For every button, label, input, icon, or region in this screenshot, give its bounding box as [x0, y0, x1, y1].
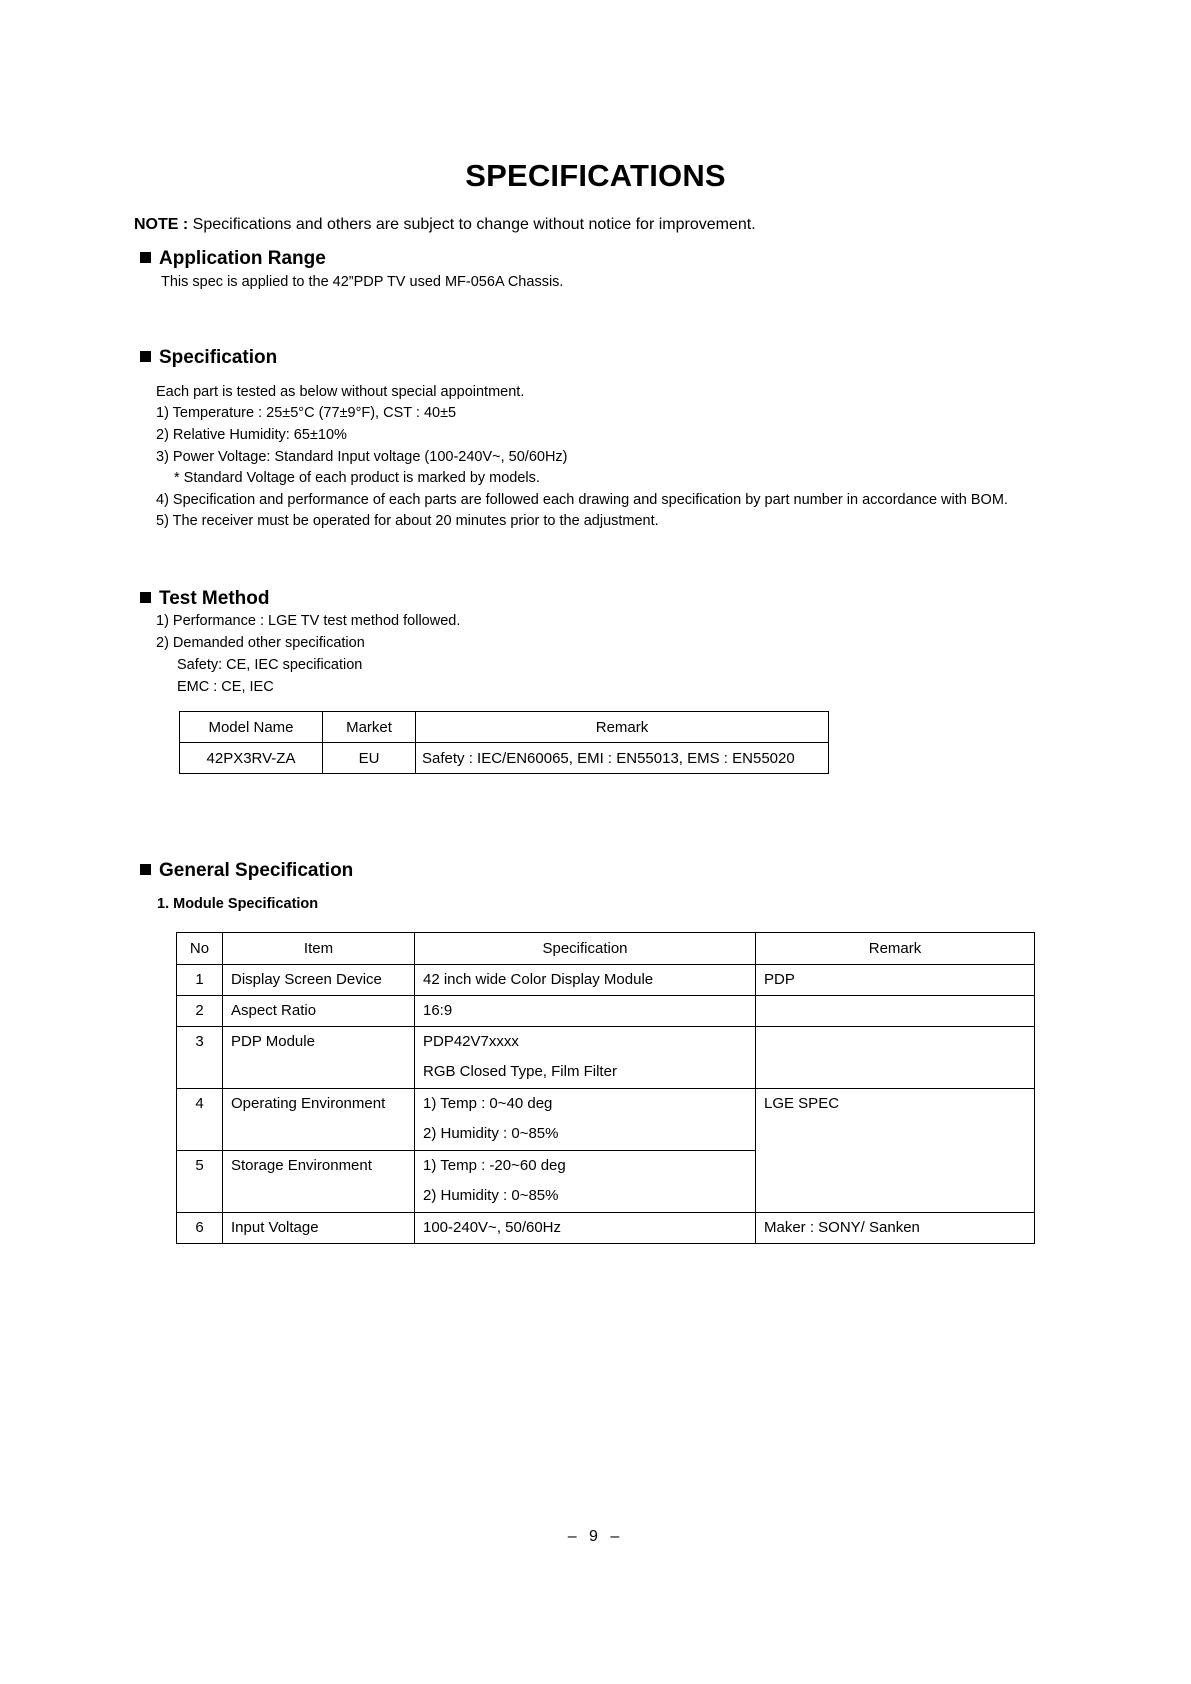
square-bullet-icon: [140, 351, 151, 362]
table-cell-item: PDP Module: [223, 1027, 415, 1089]
module-specification-table: [176, 932, 1035, 1244]
square-bullet-icon: [140, 864, 151, 875]
test-method-line: 2) Demanded other specification: [156, 635, 365, 651]
table-cell-item: Operating Environment: [223, 1089, 415, 1151]
table-cell-spec: 16:9: [415, 996, 756, 1027]
table-cell-remark: LGE SPEC: [756, 1089, 1035, 1213]
table-cell: 42PX3RV-ZA: [180, 743, 323, 774]
module-specification-subheading: 1. Module Specification: [157, 896, 319, 912]
table-cell-remark: [756, 1027, 1035, 1089]
table-cell-item: Display Screen Device: [223, 965, 415, 996]
table-cell-spec: PDP42V7xxxx RGB Closed Type, Film Filter: [415, 1027, 756, 1089]
spec-line: 4) Specification and performance of each parts are followed each drawing and specification by part number in accordance with BOM.: [156, 492, 1008, 508]
table-header-cell: Model Name: [180, 712, 323, 743]
page-number: – 9 –: [567, 1528, 624, 1545]
table-cell-no: 1: [177, 965, 223, 996]
test-method-line: 1) Performance : LGE TV test method followed.: [156, 613, 461, 629]
table-cell-item: Input Voltage: [223, 1213, 415, 1244]
section-heading-specification: Specification: [140, 347, 277, 369]
page-title: SPECIFICATIONS: [465, 158, 726, 193]
spec-line: 3) Power Voltage: Standard Input voltage (100-240V~, 50/60Hz): [156, 449, 568, 465]
table-cell-no: 6: [177, 1213, 223, 1244]
table-header-cell: Remark: [416, 712, 829, 743]
spec-line: 1) Temperature : 25±5°C (77±9°F), CST : 40±5: [156, 405, 457, 421]
table-cell-no: 5: [177, 1151, 223, 1213]
square-bullet-icon: [140, 592, 151, 603]
spec-line: 5) The receiver must be operated for about 20 minutes prior to the adjustment.: [156, 513, 659, 529]
square-bullet-icon: [140, 252, 151, 263]
table-row: [177, 1213, 1035, 1244]
note: [134, 216, 756, 234]
table-header-cell: Remark: [756, 933, 1035, 965]
test-method-line: Safety: CE, IEC specification: [177, 657, 363, 673]
table-cell-no: 3: [177, 1027, 223, 1089]
application-range-text: This spec is applied to the 42”PDP TV used MF-056A Chassis.: [161, 274, 564, 290]
table-header-cell: Market: [323, 712, 416, 743]
table-cell-spec: 1) Temp : -20~60 deg 2) Humidity : 0~85%: [415, 1151, 756, 1213]
spec-line: * Standard Voltage of each product is marked by models.: [174, 470, 540, 486]
model-market-table: [179, 711, 829, 774]
section-heading-test-method: Test Method: [140, 588, 269, 610]
table-cell-no: 2: [177, 996, 223, 1027]
table-cell: Safety : IEC/EN60065, EMI : EN55013, EMS : EN55020: [416, 743, 829, 774]
table-cell: EU: [323, 743, 416, 774]
note-label: NOTE :: [134, 216, 189, 233]
table-header-row: [180, 712, 829, 743]
table-header-cell: No: [177, 933, 223, 965]
test-method-line: EMC : CE, IEC: [177, 679, 274, 695]
table-row: [177, 965, 1035, 996]
note-text: Specifications and others are subject to change without notice for improvement.: [188, 216, 756, 233]
section-heading-application-range: Application Range: [140, 248, 326, 270]
table-cell-remark: PDP: [756, 965, 1035, 996]
table-cell-spec: 42 inch wide Color Display Module: [415, 965, 756, 996]
section-heading-general-specification: General Specification: [140, 860, 353, 882]
table-row: [177, 1027, 1035, 1089]
table-cell-item: Storage Environment: [223, 1151, 415, 1213]
table-row: [177, 1089, 1035, 1151]
table-header-cell: Specification: [415, 933, 756, 965]
table-cell-no: 4: [177, 1089, 223, 1151]
table-header-row: [177, 933, 1035, 965]
table-cell-spec: 100-240V~, 50/60Hz: [415, 1213, 756, 1244]
spec-line: Each part is tested as below without special appointment.: [156, 384, 525, 400]
table-row: [180, 743, 829, 774]
table-cell-item: Aspect Ratio: [223, 996, 415, 1027]
table-row: [177, 996, 1035, 1027]
table-cell-remark: [756, 996, 1035, 1027]
spec-line: 2) Relative Humidity: 65±10%: [156, 427, 347, 443]
table-cell-spec: 1) Temp : 0~40 deg 2) Humidity : 0~85%: [415, 1089, 756, 1151]
table-header-cell: Item: [223, 933, 415, 965]
table-cell-remark: Maker : SONY/ Sanken: [756, 1213, 1035, 1244]
